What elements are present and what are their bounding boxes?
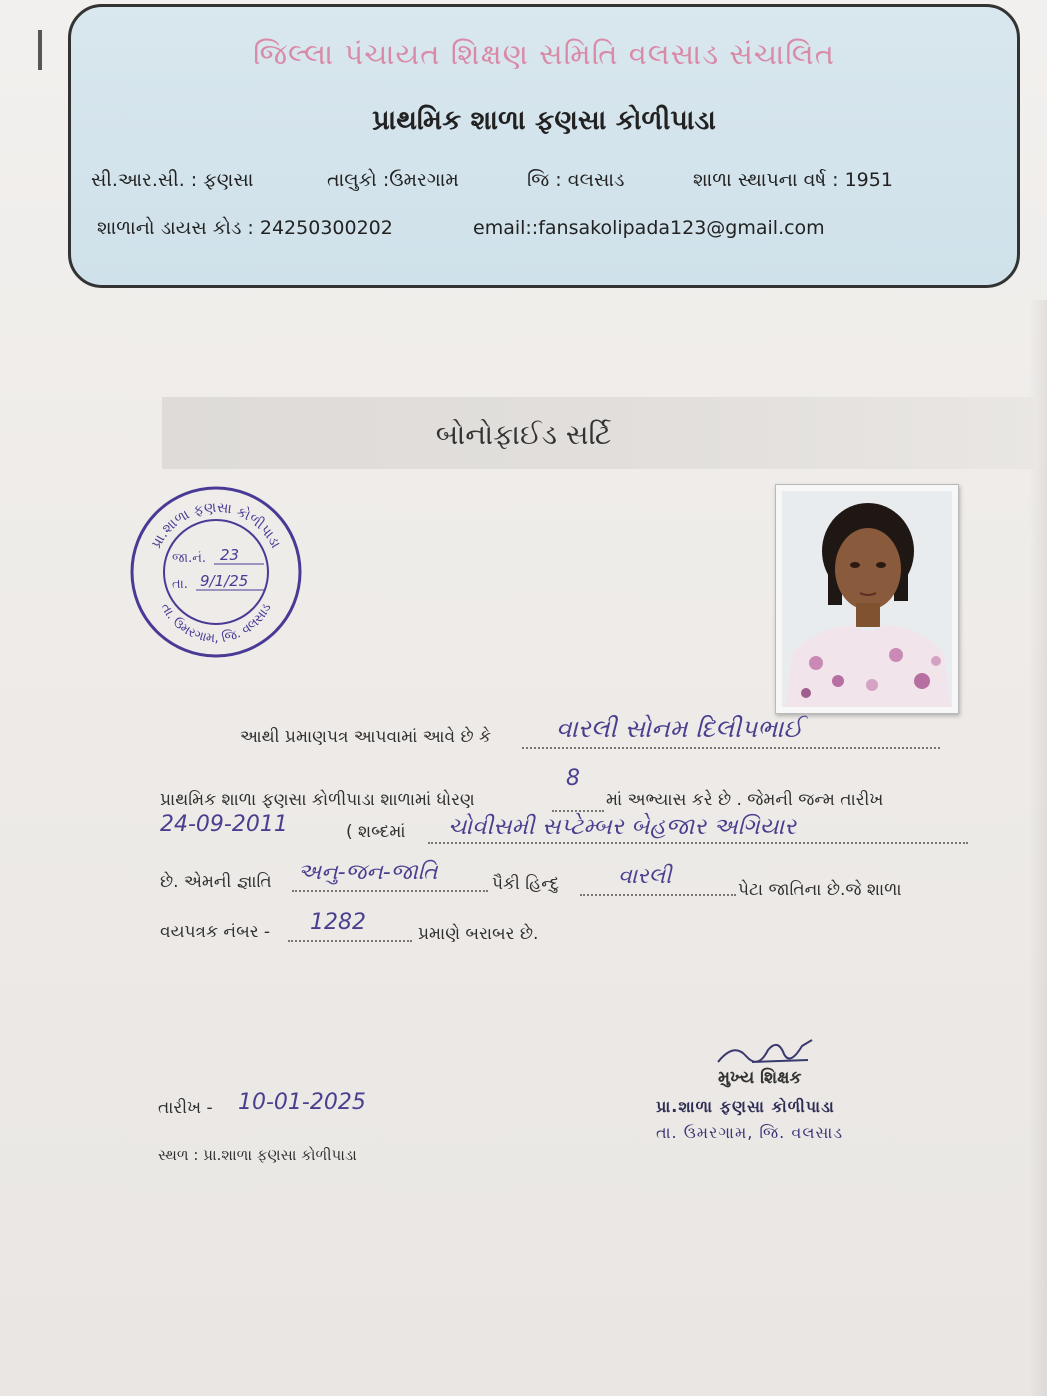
student-dob: 24-09-2011 [160, 812, 288, 837]
register-prefix: વયપત્રક નંબર - [160, 922, 271, 942]
header-committee-line: જિલ્લા પંચાયત શિક્ષણ સમિતિ વલસાડ સંચાલિત [253, 37, 835, 71]
stamp-bottom-text: તા. ઉમરગામ, જિ. વલસાડ [157, 600, 275, 647]
header-dise-code: શાળાનો ડાયસ કોડ : 24250300202 [97, 217, 393, 239]
school-header [68, 4, 1020, 288]
student-portrait-image [776, 485, 958, 713]
student-subcaste: વારલી [618, 864, 672, 889]
caste-dotline [292, 890, 488, 892]
subcaste-dotline [580, 894, 736, 896]
header-school-name: પ્રાથમિક શાળા ફણસા કોળીપાડા [372, 105, 716, 136]
subcaste-suffix: પેટા જાતિના છે.જે શાળા [738, 880, 902, 900]
footer-date-label: તારીખ - [158, 1098, 213, 1118]
school-stamp [126, 482, 306, 662]
student-standard: 8 [566, 766, 580, 791]
register-suffix: પ્રમાણે બરાબર છે. [418, 924, 539, 944]
header-crc: સી.આર.સી. : ફણસા [91, 169, 254, 191]
page-edge-mark [38, 30, 42, 70]
religion-text: પૈકી હિન્દુ [492, 874, 560, 894]
stamp-date-label: તા. [172, 577, 188, 592]
line1-prefix: આથી પ્રમાણપત્ર આપવામાં આવે છે કે [240, 727, 491, 747]
svg-text:પ્રા.શાળા ફણસા કોળીપાડા [148, 500, 283, 552]
student-dob-words: ચોવીસમી સપ્ટેમ્બર બેહજાર અગિયાર [448, 814, 797, 840]
student-name: વારલી સોનમ દિલીપભાઈ [556, 714, 803, 743]
header-email: email::fansakolipada123@gmail.com [473, 217, 825, 239]
header-established: શાળા સ્થાપના વર્ષ : 1951 [693, 169, 893, 191]
line2-prefix: પ્રાથમિક શાળા ફણસા કોળીપાડા શાળામાં ધોરણ [160, 790, 475, 810]
footer-place: સ્થળ : પ્રા.શાળા ફણસા કોળીપાડા [158, 1146, 357, 1164]
certificate-title: બોનોફાઈડ સર્ટિ [435, 418, 612, 451]
dob-words-prefix: ( શબ્દમાં [346, 822, 406, 842]
header-district: જિ : વલસાડ [527, 169, 625, 191]
student-photo [775, 484, 959, 714]
footer-date-value: 10-01-2025 [238, 1090, 366, 1115]
stamp-top-text: પ્રા.શાળા ફણસા કોળીપાડા [148, 499, 284, 552]
student-caste: અનુ-જન-જાતિ [298, 860, 438, 885]
standard-dotline [552, 810, 604, 812]
stamp-no-label: જા.નં. [172, 551, 207, 566]
header-taluka: તાલુકો :ઉમરગામ [327, 169, 459, 191]
stamp-no-value: 23 [220, 546, 240, 564]
stamp-date-value: 9/1/25 [200, 572, 249, 590]
name-dotline [522, 747, 940, 749]
line2-suffix: માં અભ્યાસ કરે છે . જેમની જન્મ તારીખ [606, 790, 884, 810]
sign-title: મુખ્ય શિક્ષક [718, 1068, 802, 1088]
caste-prefix: છે. એમની જ્ઞાતિ [160, 872, 272, 892]
dob-words-dotline [428, 842, 968, 844]
register-number: 1282 [310, 910, 366, 935]
register-dotline [288, 940, 412, 942]
seal-line-1: પ્રા.શાળા ફણસા કોળીપાડા [656, 1097, 835, 1116]
seal-line-2: તા. ઉમરગામ, જિ. વલસાડ [656, 1123, 844, 1142]
